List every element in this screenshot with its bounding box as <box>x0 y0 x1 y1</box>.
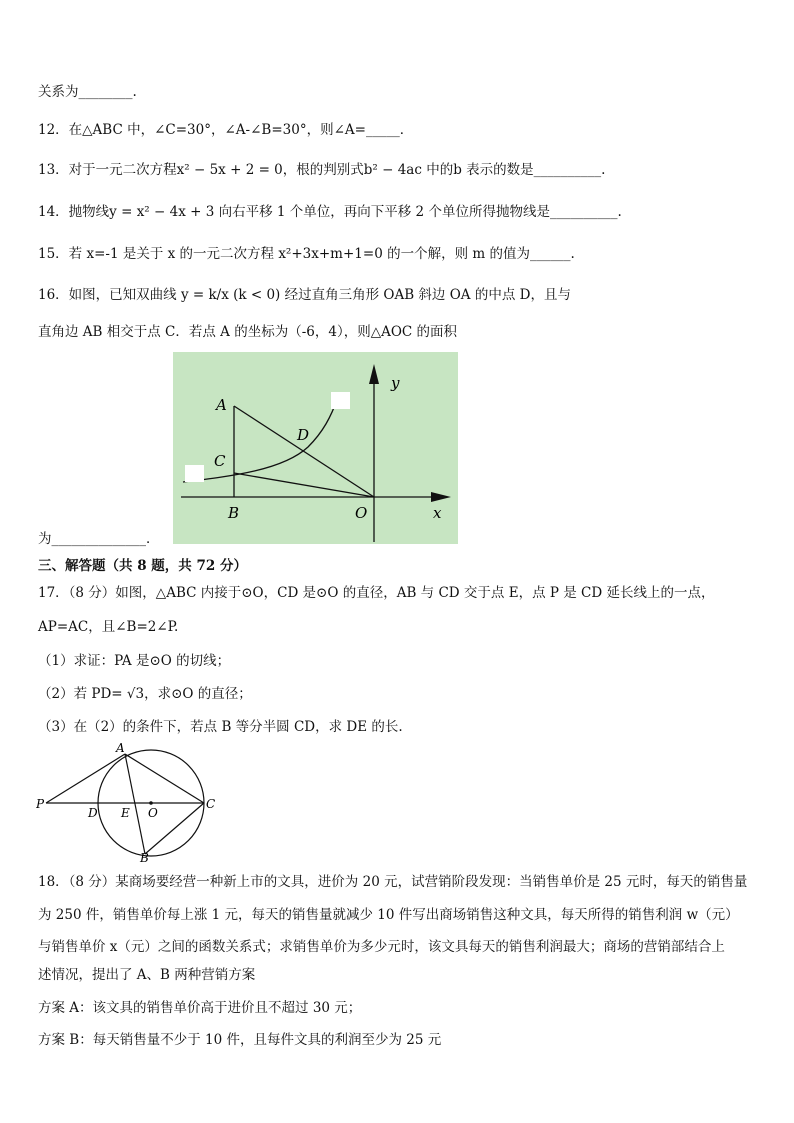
question-16-line1: 16．如图，已知双曲线 y = k/x (k < 0) 经过直角三角形 OAB 斜边 OA 的中点 D，且与 <box>38 287 571 303</box>
question-16-line3: 为______________． <box>38 531 160 547</box>
label-d: D <box>88 806 98 820</box>
question-15: 15．若 x=-1 是关于 x 的一元二次方程 x²+3x+m+1=0 的一个解，则 m 的值为______. <box>38 246 575 262</box>
figure-circle-tangent <box>36 740 226 865</box>
question-13: 13．对于一元二次方程x² − 5x + 2 = 0，根的判别式b² − 4ac 中的b 表示的数是__________. <box>38 162 606 178</box>
figure-hyperbola-triangle <box>173 352 458 544</box>
label-o: O <box>355 504 368 522</box>
label-c: C <box>206 797 216 811</box>
label-a: A <box>216 396 227 414</box>
label-p: P <box>36 797 45 811</box>
question-17-part2: （2）若 PD= √3，求⊙O 的直径； <box>38 686 252 702</box>
question-18-line1: 18．（8 分）某商场要经营一种新上市的文具，进价为 20 元，试营销阶段发现：当销售单价是 25 元时，每天的销售量 <box>38 874 748 890</box>
question-18-plan-b: 方案 B：每天销售量不少于 10 件，且每件文具的利润至少为 25 元 <box>38 1032 442 1048</box>
label-a: A <box>116 741 125 755</box>
label-e: E <box>121 806 130 820</box>
label-x: x <box>433 504 442 522</box>
question-12: 12．在△ABC 中，∠C=30°，∠A-∠B=30°，则∠A=_____． <box>38 122 414 138</box>
question-17-line1: 17．（8 分）如图，△ABC 内接于⊙O，CD 是⊙O 的直径，AB 与 CD 交于点 E，点 P 是 CD 延长线上的一点， <box>38 585 715 601</box>
question-14: 14．抛物线y = x² − 4x + 3 向右平移 1 个单位，再向下平移 2 个单位所得抛物线是__________. <box>38 204 622 220</box>
label-d: D <box>297 426 310 444</box>
label-c: C <box>214 452 226 470</box>
section-heading: 三、解答题（共 8 题，共 72 分） <box>38 558 247 574</box>
text-line-prev-answer: 关系为________. <box>38 84 137 100</box>
question-18-line3: 与销售单价 x（元）之间的函数关系式；求销售单价为多少元时，该文具每天的销售利润最大；商场的营销部结合上 <box>38 939 725 955</box>
label-y: y <box>391 374 400 392</box>
label-b: B <box>228 504 240 522</box>
question-18-line4: 述情况，提出了 A、B 两种营销方案 <box>38 967 256 983</box>
figure-background <box>173 352 458 544</box>
question-17-part3: （3）在（2）的条件下，若点 B 等分半圆 CD，求 DE 的长. <box>38 719 403 735</box>
question-18-line2: 为 250 件，销售单价每上涨 1 元，每天的销售量就减少 10 件写出商场销售这种文具，每天所得的销售利润 w（元） <box>38 907 739 923</box>
label-b: B <box>140 851 149 865</box>
label-o: O <box>148 806 158 820</box>
question-17-part1: （1）求证：PA 是⊙O 的切线； <box>38 653 231 669</box>
question-18-plan-a: 方案 A：该文具的销售单价高于进价且不超过 30 元； <box>38 1000 362 1016</box>
question-16-line2: 直角边 AB 相交于点 C．若点 A 的坐标为（-6，4），则△AOC 的面积 <box>38 324 458 340</box>
question-17-line2: AP=AC，且∠B=2∠P. <box>38 619 179 635</box>
